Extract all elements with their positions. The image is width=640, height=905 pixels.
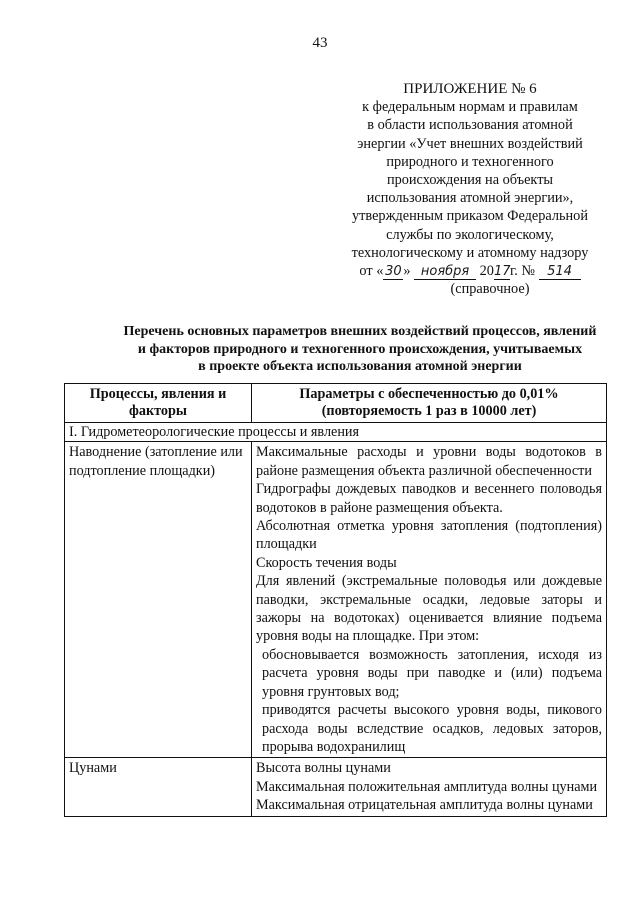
appendix-note: (справочное) <box>450 281 530 298</box>
order-line <box>320 262 620 280</box>
appendix-line: технологическому и атомному надзору <box>351 244 589 261</box>
parameter-item: Высота волны цунами <box>256 760 391 777</box>
appendix-line: происхождения на объекты <box>386 172 554 189</box>
order-year-handwritten: 17 <box>493 264 511 280</box>
document-heading <box>90 323 630 376</box>
appendix-block <box>320 80 620 298</box>
process-cell: Наводнение (затопление или подтопление площадки) <box>65 442 252 758</box>
order-prefix: от « <box>359 263 384 280</box>
table-header-row <box>65 384 607 423</box>
appendix-line: к федеральным нормам и правилам <box>362 99 578 116</box>
parameter-item: Скорость течения воды <box>256 554 397 571</box>
parameters-cell <box>252 442 607 758</box>
section-title: I. Гидрометеорологические процессы и явления <box>65 423 607 442</box>
process-cell: Цунами <box>65 758 252 816</box>
appendix-line: энергии «Учет внешних воздействий <box>357 135 583 152</box>
heading-line: и факторов природного и техногенного происхождения, учитываемых <box>137 341 583 357</box>
appendix-line: использования атомной энергии», <box>366 190 574 207</box>
appendix-title: ПРИЛОЖЕНИЕ № 6 <box>403 81 537 97</box>
appendix-line: в области использования атомной <box>367 117 573 134</box>
parameter-item: приводятся расчеты высокого уровня воды, пикового расхода воды вследствие осадков, ледовых заторов, прорыва водохранилищ <box>262 702 602 755</box>
header-processes: Процессы, явления и факторы <box>65 384 252 423</box>
parameter-item: Для явлений (экстремальные половодья или дождевые паводки, экстремальные осадки, ледовые заторы и зажоры на водотоках) оценивается влияние подъема уровня воды на площадке. При этом: <box>256 573 602 645</box>
order-year-prefix: 20 <box>479 263 494 280</box>
parameter-item: Максимальные расходы и уровни воды водотоков в районе размещения объекта различной обеспеченности <box>256 444 602 479</box>
parameter-item: обосновывается возможность затопления, исходя из расчета уровня воды при паводке и (или) подъема уровня грунтовых вод; <box>262 646 602 700</box>
appendix-line: утвержденным приказом Федеральной <box>352 208 588 225</box>
heading-line: в проекте объекта использования атомной энергии <box>198 359 522 374</box>
parameter-item: Максимальная отрицательная амплитуда волны цунами <box>256 797 593 814</box>
table-row <box>65 442 607 758</box>
appendix-line: службы по экологическому, <box>386 226 554 243</box>
order-number-prefix: г. № <box>509 263 535 280</box>
parameter-item: Гидрографы дождевых паводков и весеннего половодья водотоков в районе размещения объекта. <box>256 481 602 516</box>
parameter-item: Максимальная положительная амплитуда волны цунами <box>256 778 598 795</box>
heading-line: Перечень основных параметров внешних воздействий процессов, явлений <box>123 324 597 339</box>
order-day-handwritten: 30 <box>385 264 402 280</box>
order-number-handwritten: 514 <box>539 264 581 280</box>
parameter-item: Абсолютная отметка уровня затопления (подтопления) площадки <box>256 518 602 553</box>
order-mid: » <box>403 263 411 280</box>
appendix-line: природного и техногенного <box>386 153 554 170</box>
page-number: 43 <box>312 35 328 51</box>
parameters-cell <box>252 758 607 816</box>
header-parameters: Параметры с обеспеченностью до 0,01% (повторяемость 1 раз в 10000 лет) <box>252 384 607 423</box>
section-row <box>65 423 607 442</box>
table-row <box>65 758 607 816</box>
parameters-table <box>64 383 607 817</box>
order-month-handwritten: ноября <box>414 264 476 280</box>
